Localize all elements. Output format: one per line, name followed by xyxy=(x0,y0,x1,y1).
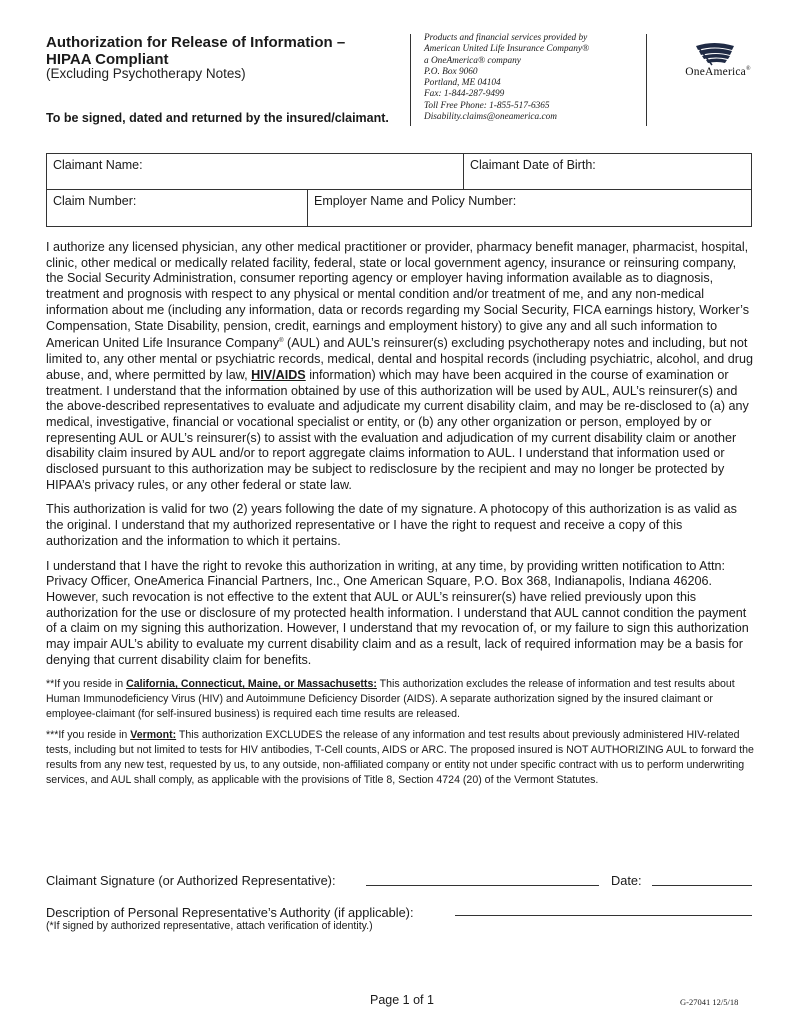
vermont-emphasis: Vermont: xyxy=(130,729,177,742)
form-number: G-27041 12/5/18 xyxy=(680,997,739,1007)
signature-line[interactable] xyxy=(366,885,599,886)
provider-line: P.O. Box 9060 xyxy=(424,66,478,77)
provider-line: Toll Free Phone: 1-855-517-6365 xyxy=(424,100,550,111)
states-emphasis: California, Connecticut, Maine, or Massachusetts: xyxy=(126,678,377,691)
page-number: Page 1 of 1 xyxy=(370,993,434,1007)
employer-policy-field[interactable]: Employer Name and Policy Number: xyxy=(314,194,517,208)
provider-line: American United Life Insurance Company® xyxy=(424,44,590,55)
document-subtitle: (Excluding Psychotherapy Notes) xyxy=(46,66,246,81)
signature-label: Claimant Signature (or Authorized Representative): xyxy=(46,873,336,888)
representative-authority-line[interactable] xyxy=(455,915,752,916)
provider-info xyxy=(424,33,642,123)
return-instruction: To be signed, dated and returned by the insured/claimant. xyxy=(46,111,389,125)
document-title: Authorization for Release of Information – HIPAA Compliant xyxy=(46,34,346,68)
provider-line: Fax: 1-844-287-9499 xyxy=(424,89,505,100)
claimant-dob-field[interactable]: Claimant Date of Birth: xyxy=(470,158,596,172)
claim-number-field[interactable]: Claim Number: xyxy=(53,194,137,208)
state-notice-paragraph: **If you reside in California, Connecticut, Maine, or Massachusetts: This authorization excludes the release of information and test results about Human Immunodeficiency Virus (HIV) and Autoimmune Deficiency Disorder (AIDS). A separate authorization signed by the insured claimant or employee-claimant (for self-insured business) is required each time results are released. xyxy=(46,678,735,721)
representative-note: (*If signed by authorized representative, attach verification of identity.) xyxy=(46,920,373,932)
header-divider xyxy=(646,34,647,126)
date-label: Date: xyxy=(611,873,642,888)
claimant-info-table xyxy=(46,153,752,227)
validity-paragraph: This authorization is valid for two (2) years following the date of my signature. A photocopy of this authorization is as valid as the original. I understand that my authorized representative or I have the right to request and receive a copy of this authorization and the information to which it pertains. xyxy=(46,502,737,548)
date-line[interactable] xyxy=(652,885,752,886)
provider-line: Portland, ME 04104 xyxy=(424,78,501,89)
oneamerica-logo-icon xyxy=(660,38,780,86)
claimant-name-field[interactable]: Claimant Name: xyxy=(53,158,143,172)
header-divider xyxy=(410,34,411,126)
provider-line: Products and financial services provided by xyxy=(424,33,588,43)
provider-line: a OneAmerica® company xyxy=(424,55,521,66)
representative-authority-label: Description of Personal Representative’s Authority (if applicable): xyxy=(46,905,414,920)
hiv-aids-emphasis: HIV/AIDS xyxy=(251,367,306,382)
authorization-paragraph: I authorize any licensed physician, any other medical practitioner or provider, pharmacy benefit manager, pharmacist, hospital, clinic, other medical or medically related facility, federal, state or local government agency, insurance or reinsuring company, the Social Security Administration, consumer reporting agency or employer having information available as to diagnosis, treatment and prognosis with respect to any physical or mental condition and/or treatment of me, and any non-medical information about me (including any information, data or records regarding my Social Security, FICA earnings history, Worker’s Compensation, State Disability, pension, credit, earnings and employment history) to give any and all such information to American United Life Insurance Company® (AUL) and AUL’s reinsurer(s) excluding psychotherapy notes and including, but not limited to, any other mental or psychiatric records, medical, dental and hospital records (including psychiatric, alcohol, and drug abuse, and, where permitted by law, HIV/AIDS information) which may have been acquired in the course of examination or treatment. I understand that the information obtained by use of this authorization will be used by AUL, AUL’s reinsurer(s) and the above-described representatives to evaluate and adjudicate my current disability claim, and may be re-disclosed to (a) any medical, investigative, financial or vocational specialist or entity, or (b) any other organization or person, employed by or representing AUL or AUL’s reinsurer(s) to assist with the evaluation and adjudication of my current disability claim or another disability claim insured by AUL and/or to report aggregate claims information to AUL. I understand that information used or disclosed pursuant to this authorization may be subject to redisclosure by the recipient and may no longer be protected by HIPAA’s privacy rules, or any other federal or state law. xyxy=(46,240,754,492)
vermont-notice-paragraph: ***If you reside in Vermont: This authorization EXCLUDES the release of any information and test results about previously administered HIV-related tests, including but not limited to tests for HIV antibodies, T-Cell counts, AIDS or ARC. The proposed insured is NOT AUTHORIZING AUL to forward the results from any new test, requested by us, to any outside, non-affiliated company or entity not under specific contract with us to perform underwriting services, and AUL shall comply, as applicable with the provisions of Title 8, Section 4724 (20) of the Vermont Statutes. xyxy=(46,729,754,787)
revocation-paragraph: I understand that I have the right to revoke this authorization in writing, at any time, by providing written notification to Attn: Privacy Officer, OneAmerica Financial Partners, Inc., One American Square, P.O. Box 368, Indianapolis, Indiana 46206. However, such revocation is not effective to the extent that AUL or AUL’s reinsurer(s) have relied previously upon this authorization for the use or disclosure of my protected health information. I understand that AUL cannot condition the payment of a claim on my signing this authorization. However, I understand that my revocation of, or my failure to sign this authorization may impair AUL’s ability to evaluate my current disability claim and as a result, lack of required information may be a basis for denying that current disability claim for benefits. xyxy=(46,558,749,667)
provider-email: Disability.claims@oneamerica.com xyxy=(424,112,558,123)
logo-wordmark: OneAmerica® xyxy=(685,66,751,78)
authorization-body xyxy=(46,240,756,794)
